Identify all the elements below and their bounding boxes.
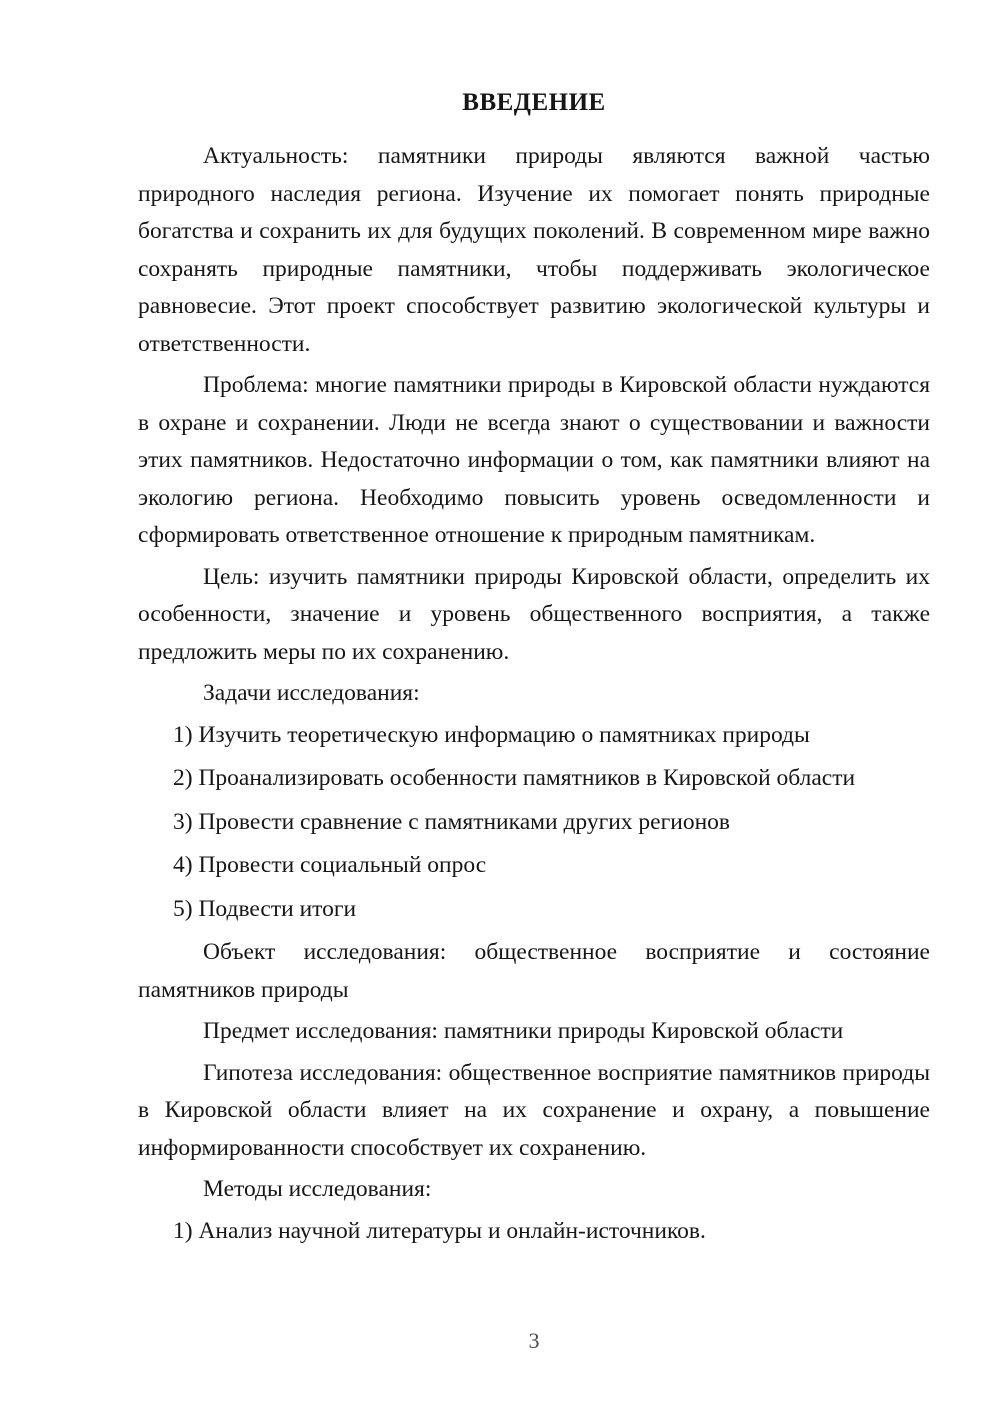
paragraph-goal: Цель: изучить памятники природы Кировской области, определить их особенности, значение и уровень общественного восприятия, а также предложить меры по их сохранению. [138, 563, 930, 665]
paragraph-problem: Проблема: многие памятники природы в Кировской области нуждаются в охране и сохранении. Люди не всегда знают о существовании и важности этих памятников. Недостаточно информации о том, как памятники влияют на экологию региона. Необходимо повысить уровень осведомленности и сформировать ответственное отношение к природным памятникам. [138, 372, 930, 548]
methods-list [138, 1213, 930, 1251]
paragraph-object: Объект исследования: общественное восприятие и состояние памятников природы [138, 939, 930, 1003]
methods-heading: Методы исследования: [203, 1176, 432, 1202]
tasks-list [138, 717, 930, 929]
list-item: 1) Изучить теоретическую информацию о памятниках природы [173, 721, 810, 748]
list-item: 5) Подвести итоги [173, 895, 357, 922]
tasks-heading: Задачи исследования: [203, 680, 420, 706]
page-title: ВВЕДЕНИЕ [462, 89, 606, 116]
paragraph-subject: Предмет исследования: памятники природы Кировской области [203, 1018, 844, 1044]
paragraph-relevance: Актуальность: памятники природы являются важной частью природного наследия региона. Изучение их помогает понять природные богатства и сохранить их для будущих поколений. В современном мире важно сохранять природные памятники, чтобы поддерживать экологическое равновесие. Этот проект способствует развитию экологической культуры и ответственности. [138, 143, 930, 357]
paragraph-hypothesis: Гипотеза исследования: общественное восприятие памятников природы в Кировской области влияет на их сохранение и охрану, а повышение информированности способствует их сохранению. [138, 1059, 930, 1161]
list-item: 2) Проанализировать особенности памятников в Кировской области [173, 765, 856, 791]
list-item: 3) Провести сравнение с памятниками других регионов [173, 808, 731, 835]
list-item: 4) Провести социальный опрос [173, 852, 487, 878]
page-number: 3 [528, 1328, 540, 1353]
list-item: 1) Анализ научной литературы и онлайн-источников. [173, 1217, 706, 1244]
